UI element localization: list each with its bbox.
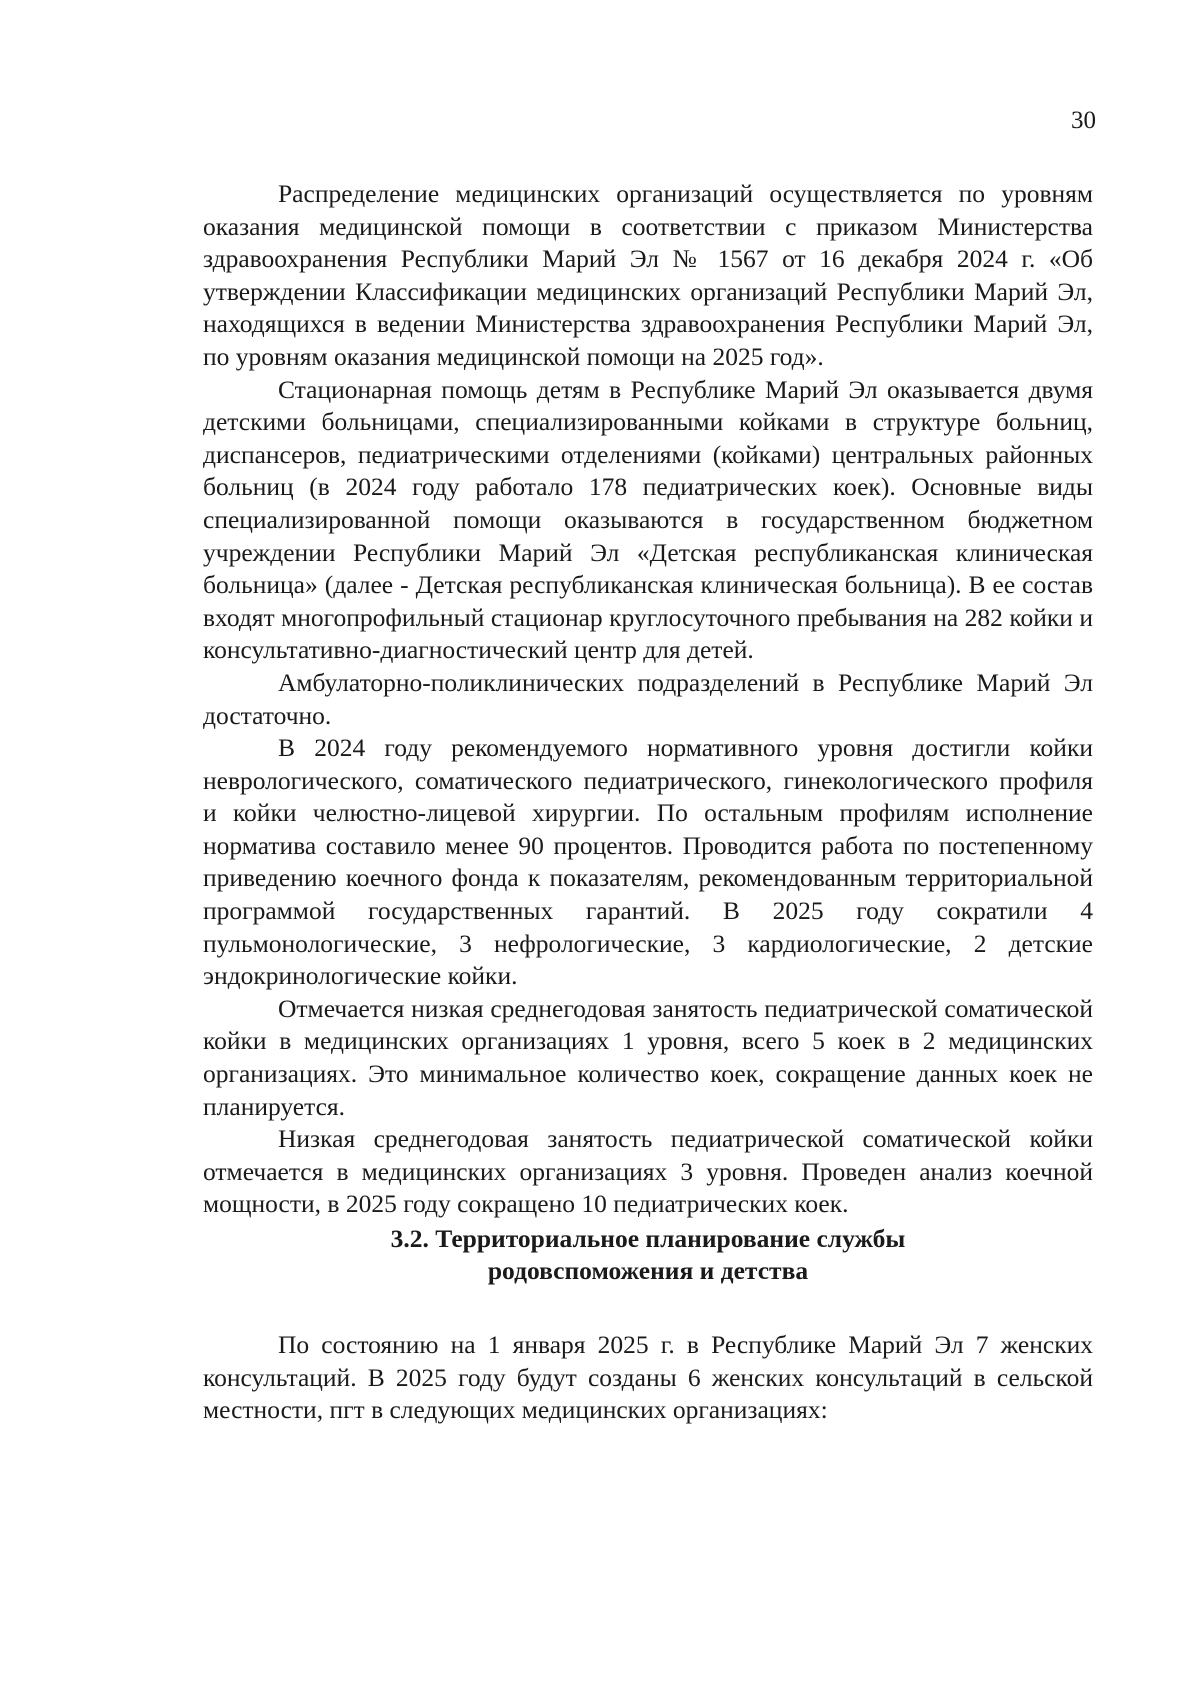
document-body — [203, 178, 1093, 1427]
page-number: 30 — [1071, 107, 1096, 134]
paragraph-level3-occupancy: Низкая среднегодовая занятость педиатрической соматической койки отмечается в медицинских организациях 3 уровня. Проведен анализ коечной мощности, в 2025 году сокращено 10 педиатрических коек. — [203, 1124, 1093, 1219]
section-heading-line-2: родовспоможения и детства — [487, 1256, 809, 1285]
paragraph-level1-occupancy: Отмечается низкая среднегодовая занятость педиатрической соматической койки в медицинских организациях 1 уровня, всего 5 коек в 2 медицинских организациях. Это минимальное количество коек, сокращение данных коек не планируется. — [203, 993, 1093, 1121]
section-heading-line-1: 3.2. Территориальное планирование службы — [390, 1224, 906, 1253]
section-heading — [203, 1223, 1093, 1287]
paragraph-classification: Распределение медицинских организаций осуществляется по уровням оказания медицинской помощи в соответствии с приказом Министерства здравоохранения Республики Марий Эл № 1567 от 16 декабря 2024 г. «Об утверждении Классификации медицинских организаций Республики Марий Эл, находящихся в ведении Министерства здравоохранения Республики Марий Эл, по уровням оказания медицинской помощи на 2025 год». — [203, 179, 1093, 371]
paragraph-womens-consultations: По состоянию на 1 января 2025 г. в Республике Марий Эл 7 женских консультаций. В 2025 году будут созданы 6 женских консультаций в сельской местности, пгт в следующих медицинских организациях: — [203, 1330, 1093, 1425]
paragraph-bed-norms: В 2024 году рекомендуемого нормативного уровня достигли койки неврологического, соматического педиатрического, гинекологического профиля и койки челюстно-лицевой хирургии. По остальным профилям исполнение норматива составило менее 90 процентов. Проводится работа по постепенному приведению коечного фонда к показателям, рекомендованным территориальной программой государственных гарантий. В 2025 году сократили 4 пульмонологические, 3 нефрологические, 3 кардиологические, 2 детские эндокринологические койки. — [203, 733, 1093, 991]
paragraph-outpatient: Амбулаторно-поликлинических подразделений в Республике Марий Эл достаточно. — [203, 667, 1093, 730]
paragraph-inpatient-care: Стационарная помощь детям в Республике Марий Эл оказывается двумя детскими больницами, специализированными койками в структуре больниц, диспансеров, педиатрическими отделениями (койками) центральных районных больниц (в 2024 году работало 178 педиатрических коек). Основные виды специализированной помощи оказываются в государственном бюджетном учреждении Республики Марий Эл «Детская республиканская клиническая больница» (далее - Детская республиканская клиническая больница). В ее состав входят многопрофильный стационар круглосуточного пребывания на 282 койки и консультативно-диагностический центр для детей. — [203, 374, 1093, 665]
